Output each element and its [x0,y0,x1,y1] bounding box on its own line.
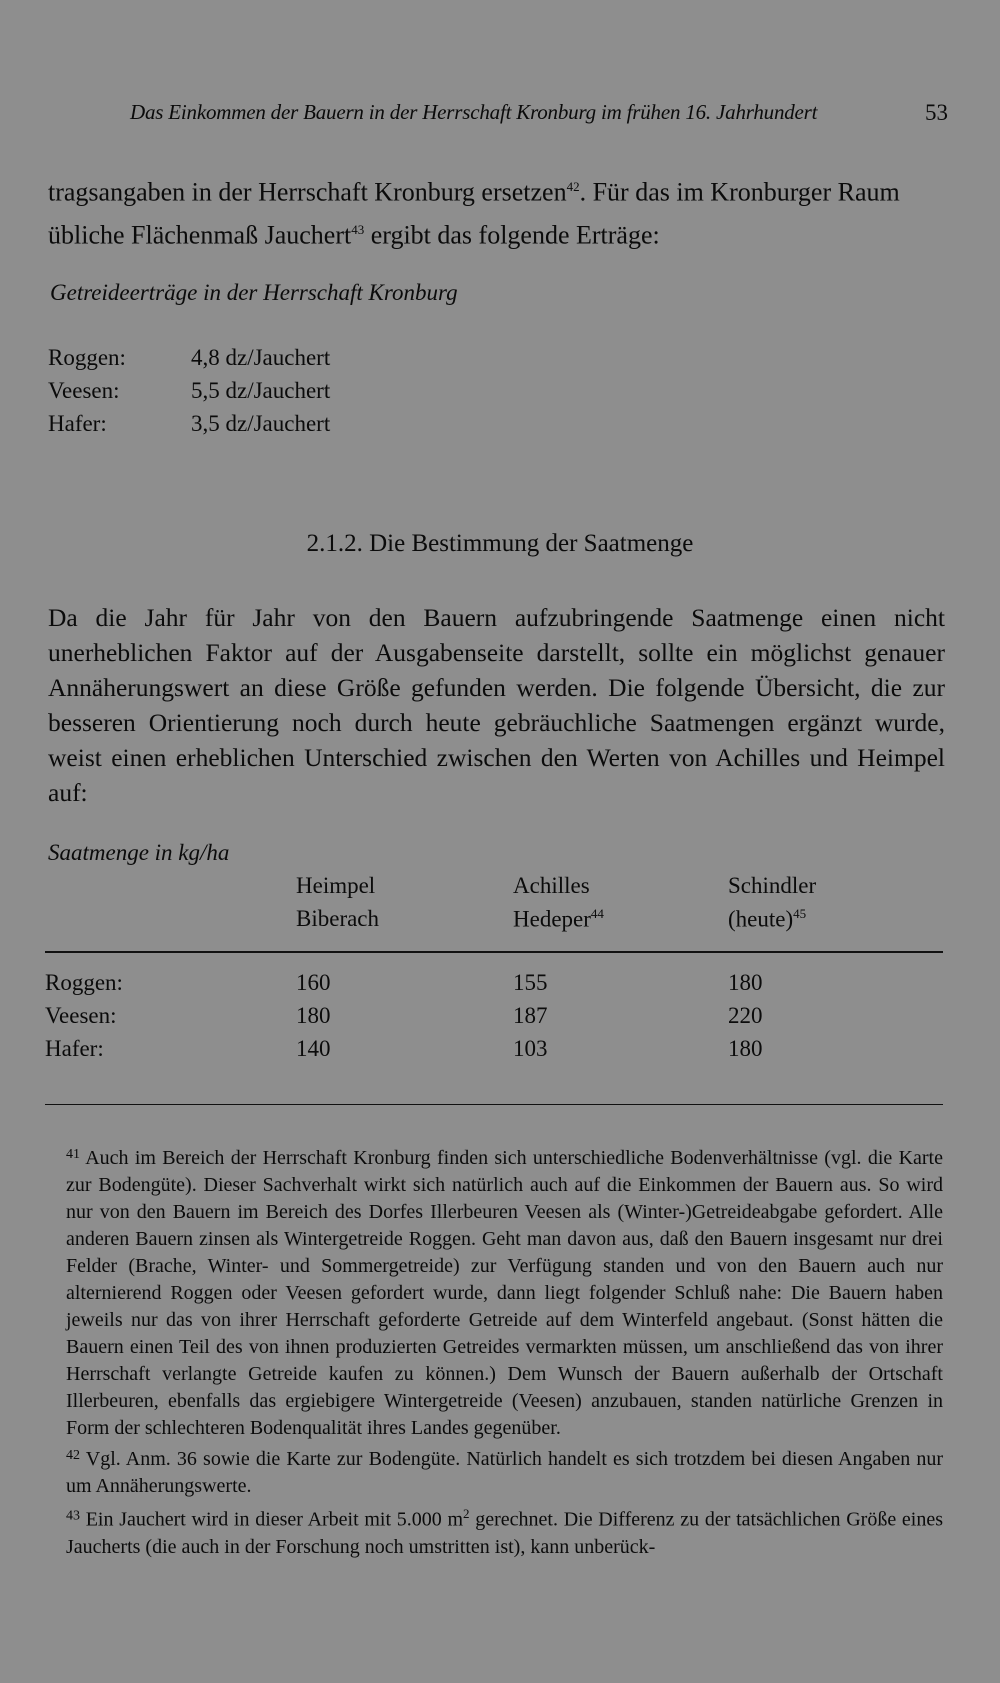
table-cell: 140 [296,1036,331,1061]
footnote-number: 41 [66,1147,80,1162]
seed-table-caption: Saatmenge in kg/ha [48,840,230,865]
column-header-line: Achilles [513,873,590,898]
footnote-sup: 2 [463,1506,470,1521]
footnote-text: gerechnet. Die Differenz zu der tatsächlichen Größe eines Jaucherts (die auch in der Forschung noch umstritten ist), kann unberück- [66,1508,944,1558]
column-header-text: (heute) [728,906,794,932]
yield-value: 3,5 dz/Jauchert [191,411,331,436]
intro-text: tragsangaben in der Herrschaft Kronburg ersetzen [48,177,567,207]
table-row-label: Veesen: [45,1003,117,1028]
footnotes [40,1141,943,1561]
column-header-text: Hedeper [513,906,591,932]
yield-label: Roggen: [48,345,126,370]
column-header-line [728,906,816,933]
yield-caption: Getreideerträge in der Herrschaft Kronburg [50,280,458,305]
yield-label: Hafer: [48,411,107,436]
running-header: Das Einkommen der Bauern in der Herrschaft Kronburg im frühen 16. Jahrhundert [130,100,818,124]
table-cell: 155 [513,970,548,995]
yield-label: Veesen: [48,378,120,403]
column-header-schindler [728,873,816,933]
footnote-ref-45: 45 [793,906,807,921]
yield-value: 4,8 dz/Jauchert [191,345,331,370]
column-header-line [513,906,604,933]
footnote-ref-44: 44 [590,906,604,921]
footnote-number: 43 [66,1508,80,1524]
table-cell: 187 [513,1003,548,1028]
column-header-text: Biberach [296,906,380,931]
section-body: Da die Jahr für Jahr von den Bauern aufzubringende Saatmenge einen nicht unerheblichen Faktor auf der Ausgabenseite darstellt, sollte ein möglichst genauer Annäherungswert an diese Größe gefunden werden. Die folgende Übersicht, die zur besseren Orientierung noch durch heute gebräuchliche Saatmengen ergänzt wurde, weist einen erheblichen Unterschied zwischen den Werten von Achilles und Heimpel auf: [48,603,945,807]
footnote-ref-42: 42 [566,179,580,194]
yield-value: 5,5 dz/Jauchert [191,378,331,403]
table-cell: 180 [296,1003,331,1028]
table-row-label: Roggen: [45,970,123,995]
table-cell: 220 [728,1003,763,1028]
intro-line-2 [48,211,943,254]
intro-line-1 [48,168,943,211]
table-row-label: Hafer: [45,1036,104,1061]
column-header-achilles [513,873,604,933]
page-number: 53 [925,100,948,125]
footnote-number: 42 [66,1448,80,1463]
footnote-ref-43: 43 [351,221,365,237]
intro-text: ergibt das folgende Erträge: [364,220,660,250]
table-cell: 103 [513,1036,548,1061]
table-cell: 180 [728,970,763,995]
footnote-text: Ein Jauchert wird in dieser Arbeit mit 5.000 m [85,1508,464,1531]
footnote-text: Auch im Bereich der Herrschaft Kronburg finden sich unterschiedliche Bodenverhältnisse (vgl. die Karte zur Bodengüte). Dieser Sachverhalt wirkt sich natürlich auch auf die Einkommen der Bauern aus. So wird nur von den Bauern im Bereich des Dorfes Illerbeuren Veesen als (Winter-)Getreideabgabe gefordert. Alle anderen Bauern zinsen als Wintergetreide Roggen. Geht man davon aus, daß den Bauern insgesamt nur drei Felder (Brache, Winter- und Sommergetreide) zur Verfügung standen und von den Bauern auch nur alternierend Roggen oder Veesen gefordert wurde, dann liegt folgender Schluß nahe: Die Bauern haben jeweils nur das von ihrer Herrschaft geforderte Getreide auf dem Winterfeld angebaut. (Sonst hätten die Bauern einen Teil des von ihnen produzierten Getreides vermarkten müssen, um anschließend das von ihrer Herrschaft verlangte Getreide kaufen zu können.) Dem Wunsch der Bauern außerhalb der Ortschaft Illerbeuren, ebenfalls das ergiebigere Wintergetreide (Veesen) anzubauen, standen natürliche Grenzen in Form der schlechteren Bodenqualität ihres Landes gegenüber. [66,1147,943,1439]
intro-text: . Für das im Kronburger Raum [579,177,900,207]
column-header-line [296,906,379,932]
footnote-separator-rule [45,1104,943,1105]
column-header-line: Heimpel [296,873,376,898]
intro-text: übliche Flächenmaß Jauchert [48,220,352,250]
footnote-43 [40,1500,943,1561]
table-top-rule [45,951,943,953]
intro-paragraph [48,168,943,253]
column-header-line: Schindler [728,873,817,898]
column-header-heimpel [296,873,379,932]
footnote-41 [40,1141,943,1442]
footnote-text: Vgl. Anm. 36 sowie die Karte zur Bodengüte. Natürlich handelt es sich trotzdem bei diesen Angaben nur um Annäherungswerte. [66,1448,943,1497]
table-cell: 160 [296,970,331,995]
section-heading: 2.1.2. Die Bestimmung der Saatmenge [306,530,694,557]
footnote-42 [40,1442,943,1500]
table-cell: 180 [728,1036,763,1061]
